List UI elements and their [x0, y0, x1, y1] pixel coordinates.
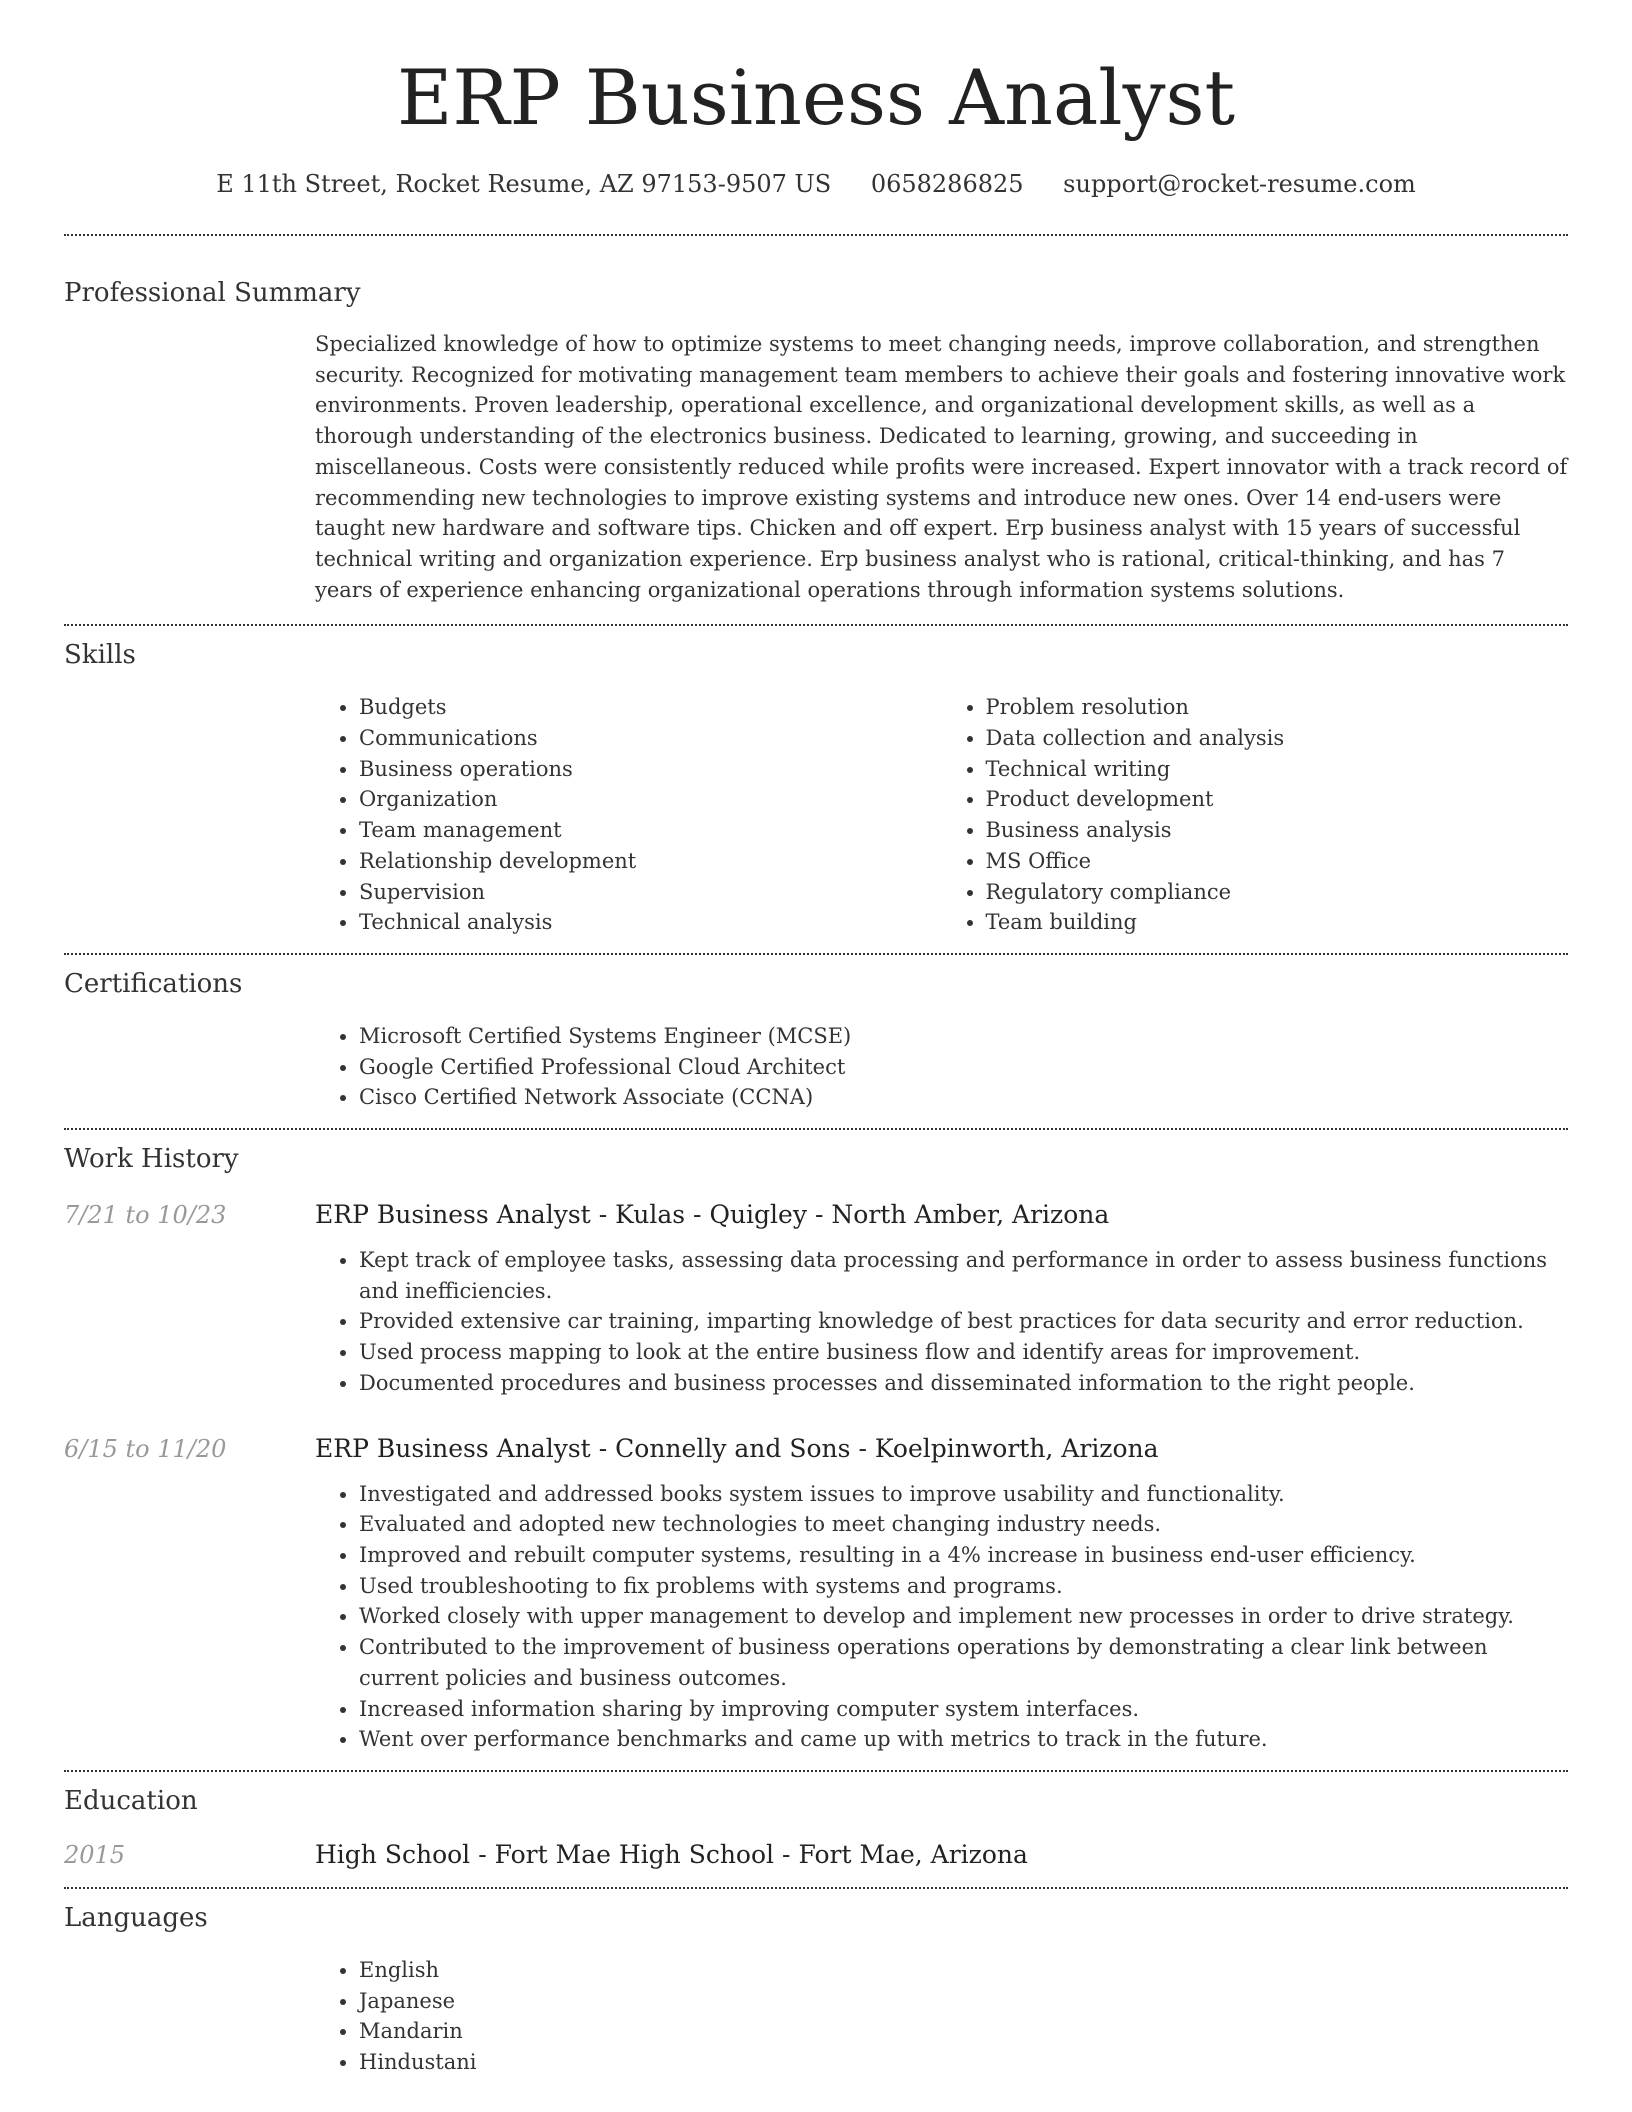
language-item: • Mandarin — [359, 2016, 1568, 2047]
summary-body — [315, 329, 1568, 605]
job-bullet: • Investigated and addressed books system issues to improve usability and functionality. — [359, 1479, 1568, 1510]
education-title: Education — [64, 1785, 198, 1816]
skills-list-right — [942, 692, 1569, 938]
education-title-line: High School - Fort Mae High School - Fort Mae, Arizona — [315, 1839, 1028, 1869]
certification-item: • Google Certified Professional Cloud Architect — [359, 1052, 1568, 1083]
education-degree: High School — [315, 1839, 471, 1869]
education-school: Fort Mae High School — [494, 1839, 775, 1869]
skill-item: • Team management — [359, 815, 942, 846]
job-body — [315, 1479, 1568, 1755]
work-section — [64, 1130, 1568, 1770]
job-bullet: • Evaluated and adopted new technologies to meet changing industry needs. — [359, 1509, 1568, 1540]
language-item: • Hindustani — [359, 2047, 1568, 2078]
education-entry — [64, 1838, 1568, 1872]
skills-title: Skills — [64, 640, 136, 671]
job-dates: 6/15 to 11/20 — [64, 1434, 227, 1463]
education-location: Fort Mae, Arizona — [798, 1839, 1028, 1869]
contact-email: support@rocket-resume.com — [1063, 170, 1416, 198]
skill-item: • Technical writing — [986, 754, 1569, 785]
job-company: Kulas - Quigley — [615, 1200, 807, 1230]
contact-line — [64, 168, 1568, 200]
job-header — [64, 1198, 1568, 1232]
certification-item: • Microsoft Certified Systems Engineer (MCSE) — [359, 1021, 1568, 1052]
job-dates: 7/21 to 10/23 — [64, 1201, 227, 1230]
skill-item: • Budgets — [359, 692, 942, 723]
work-title: Work History — [64, 1144, 239, 1175]
job-body — [315, 1245, 1568, 1399]
skill-item: • Supervision — [359, 877, 942, 908]
skill-item: • MS Office — [986, 846, 1569, 877]
skill-item: • Relationship development — [359, 846, 942, 877]
job-bullet: • Used process mapping to look at the entire business flow and identify areas for improvement. — [359, 1337, 1568, 1368]
job-entry — [64, 1432, 1568, 1755]
summary-title: Professional Summary — [64, 278, 361, 308]
job-bullet: • Went over performance benchmarks and came up with metrics to track in the future. — [359, 1724, 1568, 1755]
skills-grid — [315, 692, 1568, 938]
skill-item: • Communications — [359, 723, 942, 754]
job-company: Connelly and Sons — [615, 1433, 851, 1463]
job-bullets — [315, 1479, 1568, 1755]
education-section — [64, 1772, 1568, 1887]
skill-item: • Team building — [986, 907, 1569, 938]
languages-list — [315, 1955, 1568, 2078]
resume-name: ERP Business Analyst — [396, 53, 1236, 142]
contact-address: E 11th Street, Rocket Resume, AZ 97153-9507 US — [216, 170, 832, 198]
skill-item: • Business analysis — [986, 815, 1569, 846]
job-bullet: • Contributed to the improvement of business operations operations by demonstrating a clear link between current policies and business outcomes. — [359, 1632, 1568, 1693]
skill-item: • Organization — [359, 784, 942, 815]
job-bullet: • Worked closely with upper management to develop and implement new processes in order to drive strategy. — [359, 1601, 1568, 1632]
skill-item: • Technical analysis — [359, 907, 942, 938]
job-bullet: • Kept track of employee tasks, assessing data processing and performance in order to assess business functions and inefficiencies. — [359, 1245, 1568, 1306]
certifications-body — [315, 1021, 1568, 1113]
job-bullet: • Increased information sharing by improving computer system interfaces. — [359, 1694, 1568, 1725]
certifications-section — [64, 955, 1568, 1128]
job-bullet: • Improved and rebuilt computer systems, resulting in a 4% increase in business end-user efficiency. — [359, 1540, 1568, 1571]
summary-section — [64, 236, 1568, 624]
skill-item: • Business operations — [359, 754, 942, 785]
job-role: ERP Business Analyst — [315, 1200, 591, 1230]
job-entry — [64, 1198, 1568, 1399]
job-title: ERP Business Analyst - Kulas - Quigley - North Amber, Arizona — [315, 1200, 1110, 1230]
job-bullets — [315, 1245, 1568, 1399]
certifications-list — [315, 1021, 1568, 1113]
resume-page — [64, 0, 1568, 2078]
job-bullet: • Documented procedures and business processes and disseminated information to the right people. — [359, 1368, 1568, 1399]
job-role: ERP Business Analyst — [315, 1433, 591, 1463]
skill-item: • Regulatory compliance — [986, 877, 1569, 908]
languages-section — [64, 1889, 1568, 2078]
job-header — [64, 1432, 1568, 1466]
job-bullet: • Used troubleshooting to fix problems with systems and programs. — [359, 1571, 1568, 1602]
job-location: Koelpinworth, Arizona — [874, 1433, 1159, 1463]
languages-title: Languages — [64, 1902, 208, 1933]
skill-item: • Data collection and analysis — [986, 723, 1569, 754]
skill-item: • Product development — [986, 784, 1569, 815]
languages-body — [315, 1955, 1568, 2078]
skills-list-left — [315, 692, 942, 938]
language-item: • Japanese — [359, 1986, 1568, 2017]
certification-item: • Cisco Certified Network Associate (CCNA) — [359, 1082, 1568, 1113]
contact-phone: 0658286825 — [870, 170, 1024, 198]
job-bullet: • Provided extensive car training, imparting knowledge of best practices for data security and error reduction. — [359, 1306, 1568, 1337]
job-title: ERP Business Analyst - Connelly and Sons - Koelpinworth, Arizona — [315, 1433, 1159, 1463]
skill-item: • Problem resolution — [986, 692, 1569, 723]
language-item: • English — [359, 1955, 1568, 1986]
summary-text: Specialized knowledge of how to optimize systems to meet changing needs, improve collaboration, and strengthen security. Recognized for motivating management team members to achieve their goals and fostering innovative work environments. Proven leadership, operational excellence, and organizational development skills, as well as a thorough understanding of the electronics business. Dedicated to learning, growing, and succeeding in miscellaneous. Costs were consistently reduced while profits were increased. Expert innovator with a track record of recommending new technologies to improve existing systems and introduce new ones. Over 14 end-users were taught new hardware and software tips. Chicken and off expert. Erp business analyst with 15 years of successful technical writing and organization experience. Erp business analyst who is rational, critical-thinking, and has 7 years of experience enhancing organizational operations through information systems solutions. — [315, 332, 1568, 602]
certifications-title: Certifications — [64, 968, 243, 999]
job-location: North Amber, Arizona — [831, 1200, 1110, 1230]
education-year: 2015 — [64, 1840, 126, 1869]
skills-section — [64, 626, 1568, 953]
